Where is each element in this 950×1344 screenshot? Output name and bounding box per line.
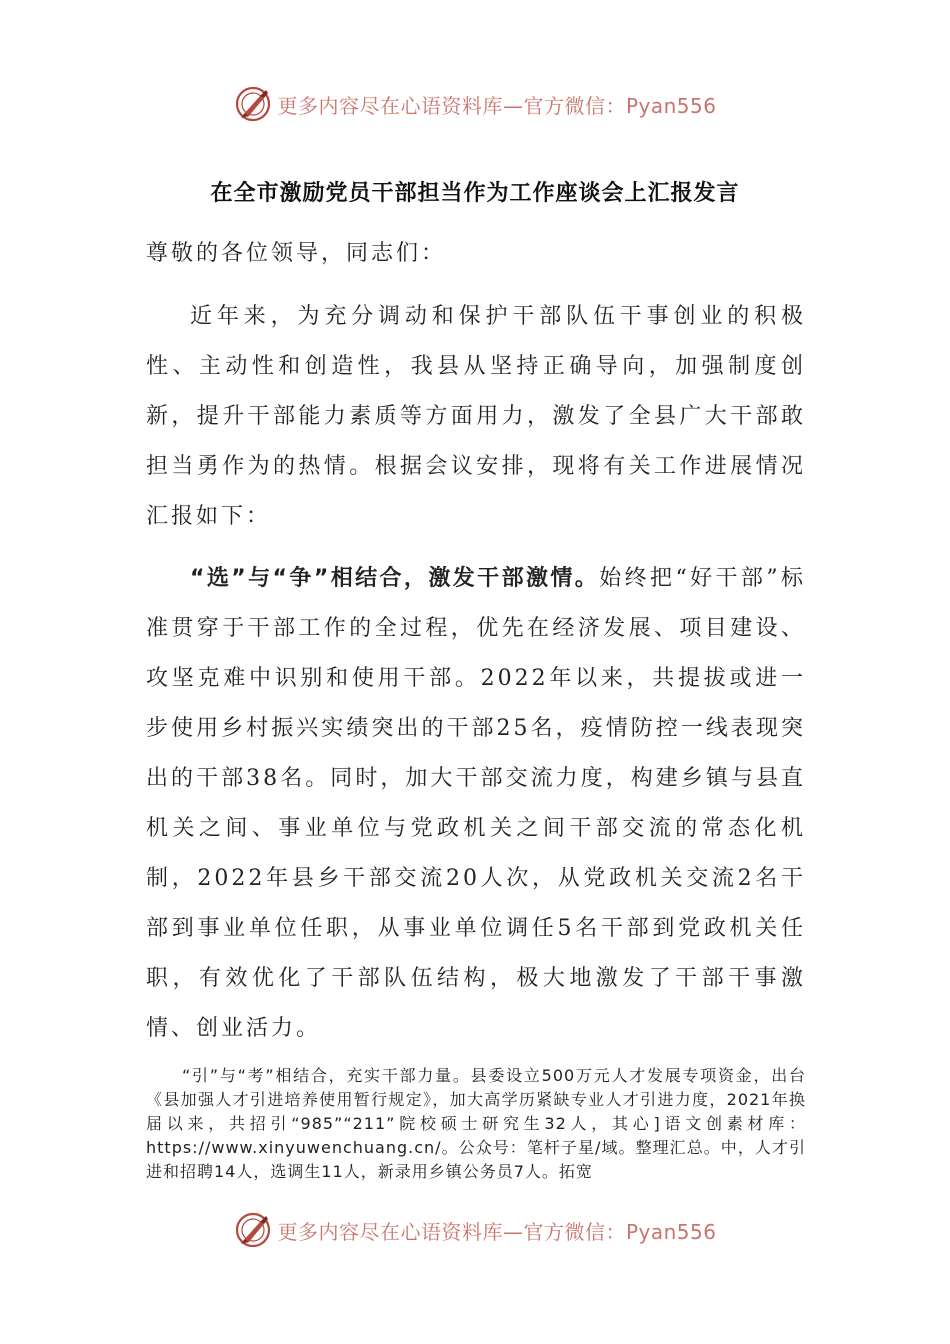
paragraph-body: 始终把“好干部”标准贯穿于干部工作的全过程，优先在经济发展、项目建设、攻坚克难中识别和使用干部。2022年以来，共提拔或进一步使用乡村振兴实绩突出的干部25名，疫情防控一线表现突出的干部38名。同时，加大干部交流力度，构建乡镇与县直机关之间、事业单位与党政机关之间干部交流的常态化机制，2022年县乡干部交流20人次，从党政机关交流2名干部到事业单位任职，从事业单位调任5名干部到党政机关任职，有效优化了干部队伍结构，极大地激发了干部干事激情、创业活力。 [146, 566, 806, 1041]
paragraph-recruit-assess: “引”与“考”相结合，充实干部力量。县委设立500万元人才发展专项资金，出台《县加强人才引进培养使用暂行规定》，加大高学历紧缺专业人才引进力度，2021年换届以来，共招引“985”“211”院校硕士研究生32人，其心]语文创素材库：https://www.xinyuwenchuang.cn/。公众号：笔杆子星/域。整理汇总。中，人才引进和招聘14人，选调生11人，新录用乡镇公务员7人。拓宽 [146, 1066, 806, 1181]
paragraph-intro: 近年来，为充分调动和保护干部队伍干事创业的积极性、主动性和创造性，我县从坚持正确导向，加强制度创新，提升干部能力素质等方面用力，激发了全县广大干部敢担当勇作为的热情。根据会议安排，现将有关工作进展情况汇报如下： [146, 304, 806, 529]
footer-watermark-banner [0, 1208, 950, 1252]
header-watermark-banner [0, 82, 950, 126]
pen-nib-logo-icon [233, 1210, 273, 1250]
banner-text: 更多内容尽在心语资料库—官方微信：Pyan556 [277, 1219, 717, 1244]
greeting-line: 尊敬的各位领导，同志们： [146, 241, 447, 266]
paragraph-lead-heading: “选”与“争”相结合，激发干部激情。 [190, 566, 600, 591]
pen-nib-logo-icon [233, 84, 273, 124]
paragraph-select-compete [146, 554, 806, 1054]
banner-text: 更多内容尽在心语资料库—官方微信：Pyan556 [277, 93, 717, 118]
document-title: 在全市激励党员干部担当作为工作座谈会上汇报发言 [210, 181, 740, 206]
